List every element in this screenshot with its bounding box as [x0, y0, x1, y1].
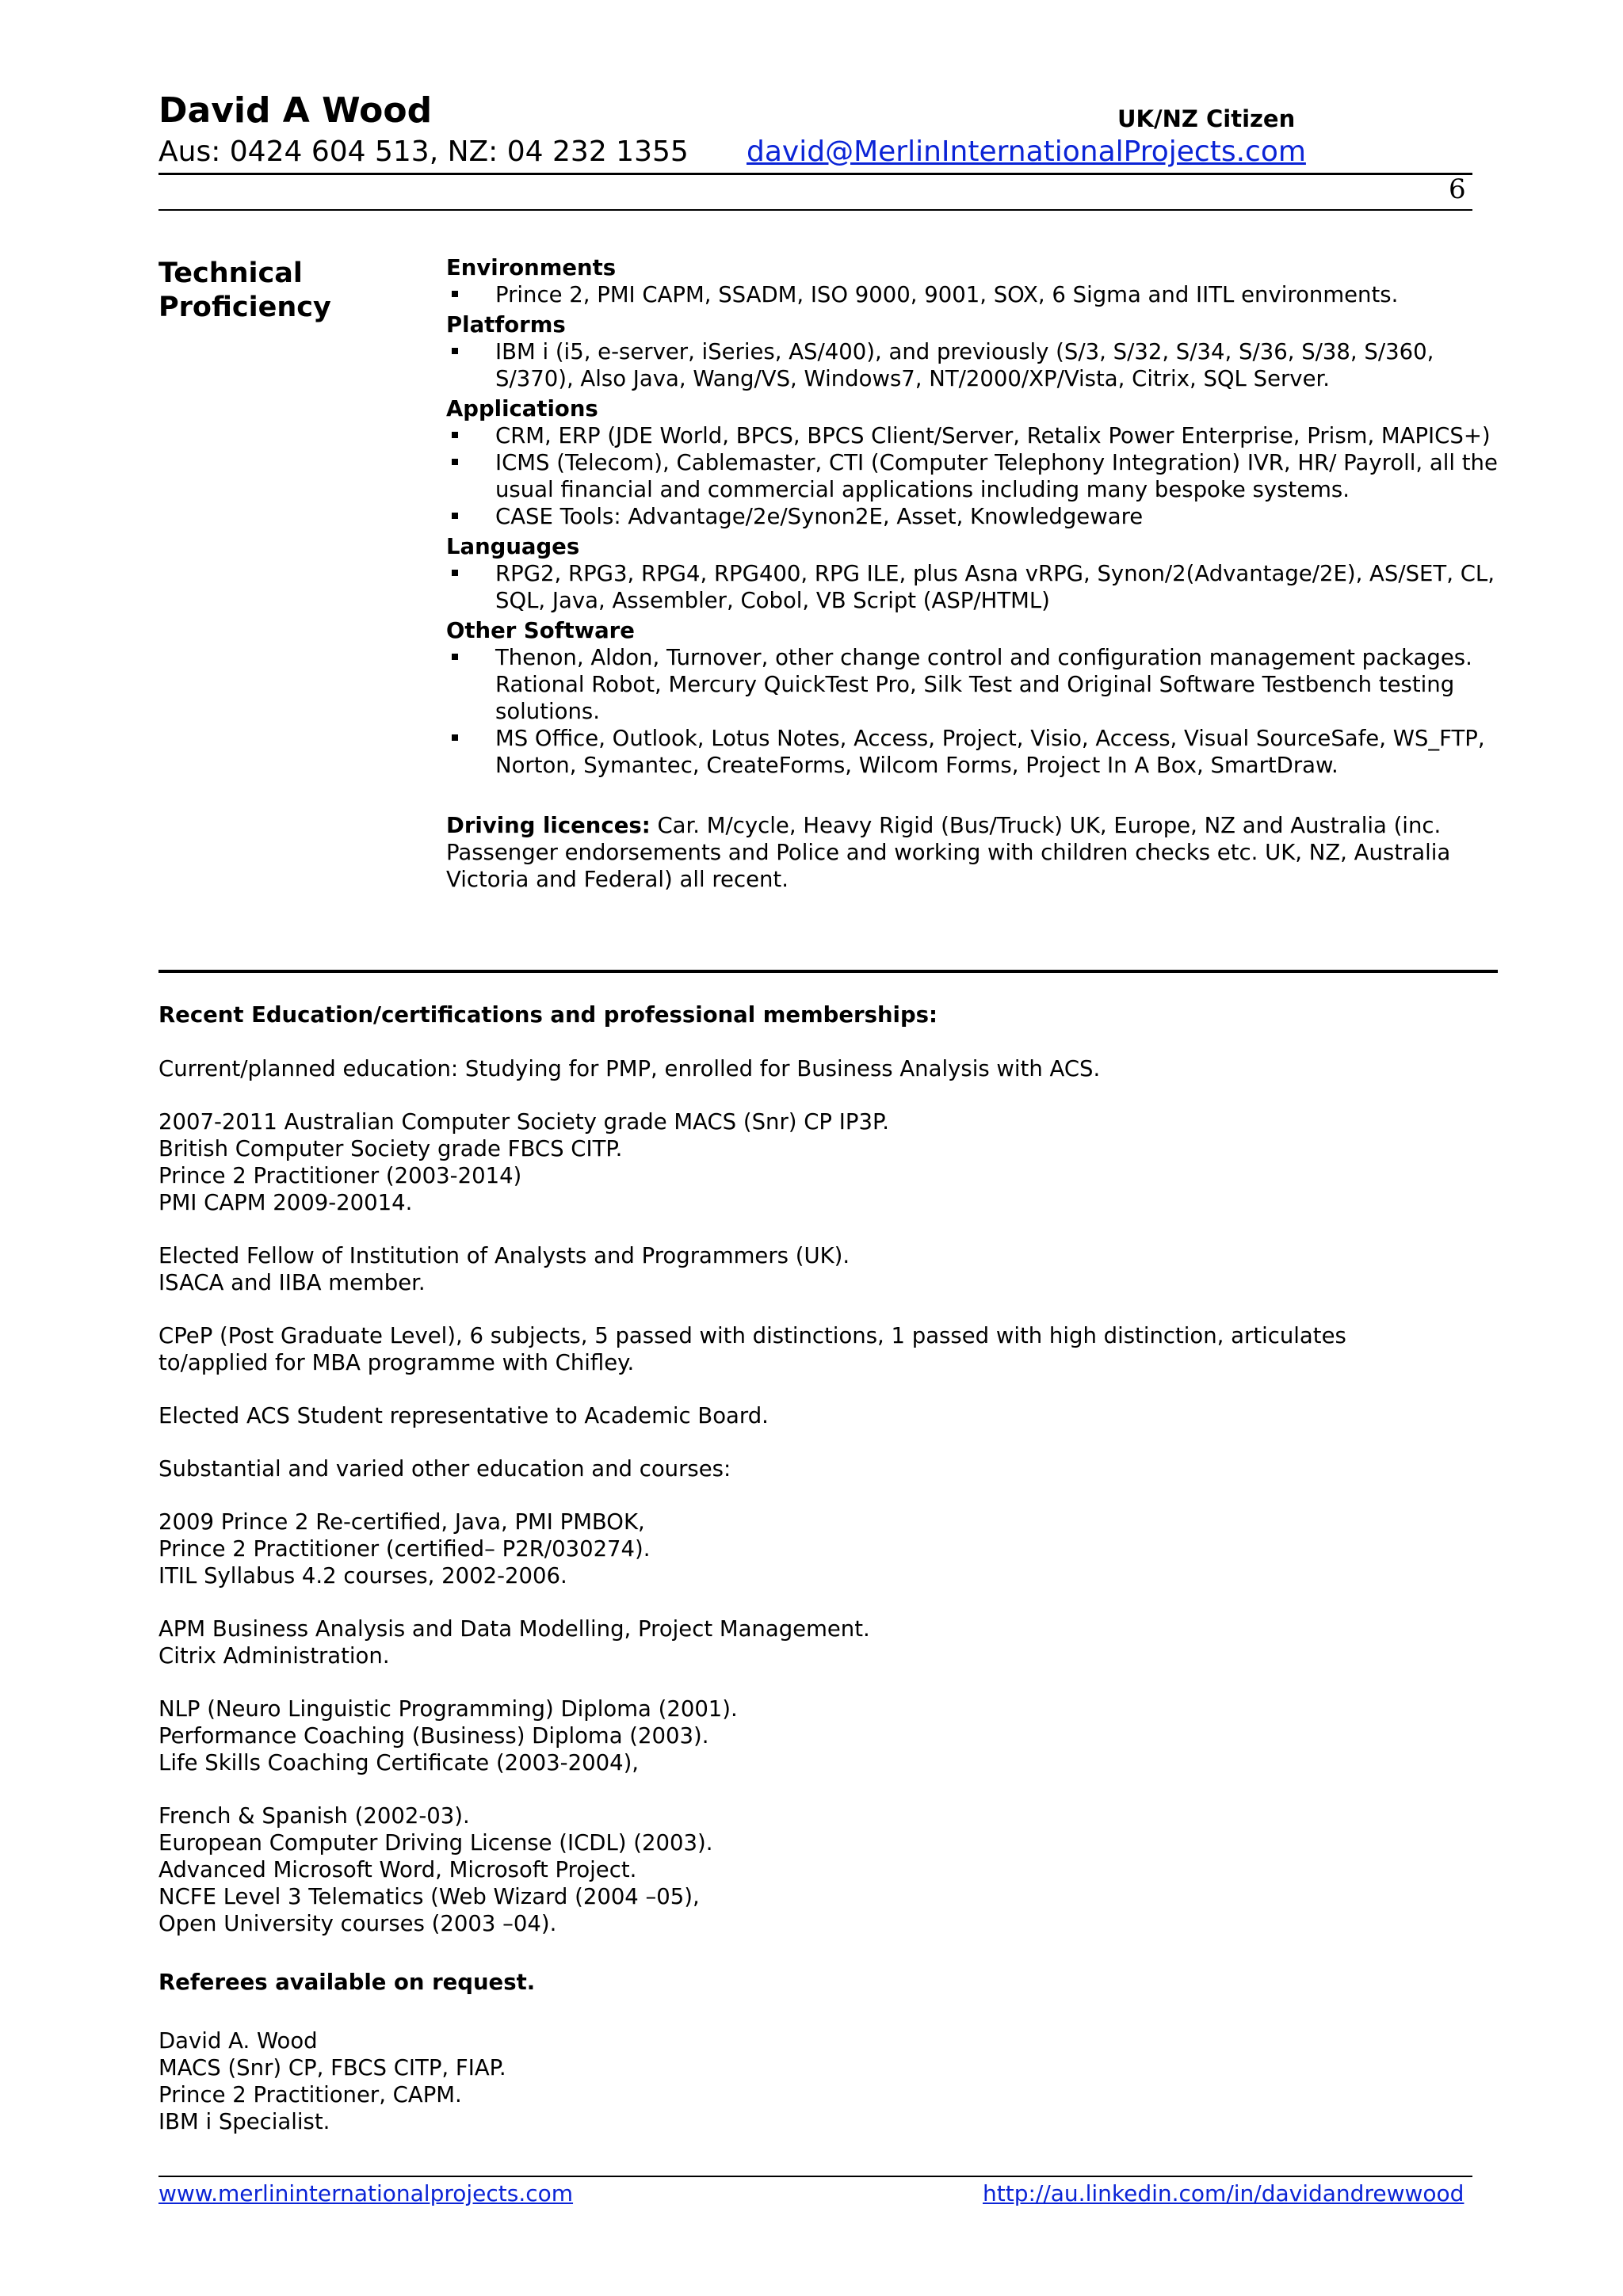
header-divider-lower	[158, 209, 1472, 211]
category-list	[446, 254, 1508, 779]
education-line: NLP (Neuro Linguistic Programming) Diploma (2001).	[158, 1696, 738, 1722]
tech-category-title: Environments	[446, 255, 617, 280]
tech-category-title: Applications	[446, 396, 598, 421]
education-line: Prince 2 Practitioner (2003-2014)	[158, 1163, 522, 1188]
education-line: British Computer Society grade FBCS CITP.	[158, 1136, 623, 1161]
education-line: French & Spanish (2002-03).	[158, 1803, 470, 1829]
candidate-name: David A Wood	[158, 90, 433, 131]
header-divider	[158, 173, 1472, 175]
education-paragraph	[158, 1455, 1506, 1482]
tech-bullet-item: Prince 2, PMI CAPM, SSADM, ISO 9000, 9001, SOX, 6 Sigma and IITL environments.	[446, 281, 1508, 308]
technical-proficiency-heading	[158, 257, 331, 325]
education-line: Prince 2 Practitioner (certified– P2R/030274).	[158, 1536, 651, 1562]
education-line: NCFE Level 3 Telematics (Web Wizard (2004 –05),	[158, 1884, 700, 1909]
tech-bullet-item: IBM i (i5, e-server, iSeries, AS/400), and previously (S/3, S/32, S/34, S/36, S/38, S/360, S/370), Also Java, Wang/VS, Windows7, NT/2000/XP/Vista, Citrix, SQL Server.	[446, 338, 1508, 392]
tech-category-title: Languages	[446, 534, 580, 559]
tech-bullet-item: Thenon, Aldon, Turnover, other change control and configuration management packages. Rational Robot, Mercury QuickTest Pro, Silk Test and Original Software Testbench testing solutions.	[446, 644, 1508, 725]
education-line: CPeP (Post Graduate Level), 6 subjects, 5 passed with distinctions, 1 passed with high distinction, articulates	[158, 1323, 1346, 1348]
tech-bullet-item: CRM, ERP (JDE World, BPCS, BPCS Client/Server, Retalix Power Enterprise, Prism, MAPICS+)	[446, 422, 1508, 449]
heading-line: Proficiency	[158, 292, 331, 323]
driving-text: Car. M/cycle, Heavy Rigid (Bus/Truck) UK, Europe, NZ and Australia (inc. Passenger endorsements and Police and working with children checks etc. UK, NZ, Australia Victoria and Federal) all recent.	[446, 813, 1451, 892]
education-paragraph	[158, 1508, 1506, 1589]
education-line: Citrix Administration.	[158, 1643, 390, 1669]
tech-category	[446, 311, 1508, 392]
education-line: ISACA and IIBA member.	[158, 1270, 426, 1295]
education-line: APM Business Analysis and Data Modelling, Project Management.	[158, 1616, 870, 1642]
phone-numbers: Aus: 0424 604 513, NZ: 04 232 1355	[158, 135, 689, 168]
tech-bullet-list	[446, 422, 1508, 530]
education-line: Elected ACS Student representative to Academic Board.	[158, 1403, 769, 1428]
education-line: European Computer Driving License (ICDL) (2003).	[158, 1830, 713, 1855]
education-paragraph	[158, 1055, 1506, 1082]
email-link[interactable]: david@MerlinInternationalProjects.com	[747, 135, 1306, 168]
heading-line: Technical	[158, 257, 303, 289]
education-line: Elected Fellow of Institution of Analysts and Programmers (UK).	[158, 1243, 850, 1268]
tech-bullet-item: RPG2, RPG3, RPG4, RPG400, RPG ILE, plus Asna vRPG, Synon/2(Advantage/2E), AS/SET, CL, SQL, Java, Assembler, Cobol, VB Script (ASP/HTML)	[446, 560, 1508, 614]
technical-proficiency-section	[446, 254, 1508, 893]
education-title: Recent Education/certifications and professional memberships:	[158, 1002, 938, 1028]
education-line: 2009 Prince 2 Re-certified, Java, PMI PMBOK,	[158, 1509, 645, 1535]
education-paragraph	[158, 1615, 1506, 1669]
signature-line: MACS (Snr) CP, FBCS CITP, FIAP.	[158, 2055, 506, 2081]
website-link[interactable]: www.merlininternationalprojects.com	[158, 2180, 574, 2206]
tech-category-title: Platforms	[446, 312, 566, 338]
tech-category	[446, 395, 1508, 530]
education-line: ITIL Syllabus 4.2 courses, 2002-2006.	[158, 1563, 567, 1589]
education-line: Advanced Microsoft Word, Microsoft Project.	[158, 1857, 637, 1882]
tech-bullet-list	[446, 560, 1508, 614]
tech-bullet-list	[446, 644, 1508, 779]
education-line: Open University courses (2003 –04).	[158, 1911, 557, 1936]
education-paragraph	[158, 1242, 1506, 1296]
education-paragraph	[158, 1108, 1506, 1216]
footer-divider	[158, 2176, 1472, 2177]
education-paragraph	[158, 1402, 1506, 1429]
education-line: 2007-2011 Australian Computer Society grade MACS (Snr) CP IP3P.	[158, 1109, 889, 1135]
tech-bullet-list	[446, 338, 1508, 392]
driving-label: Driving licences:	[446, 813, 651, 838]
education-line: PMI CAPM 2009-20014.	[158, 1190, 413, 1215]
referees-note: Referees available on request.	[158, 1970, 536, 1995]
signature-line: IBM i Specialist.	[158, 2109, 330, 2134]
education-paragraph	[158, 1322, 1506, 1376]
education-line: Performance Coaching (Business) Diploma (2003).	[158, 1723, 709, 1749]
education-paragraph	[158, 1695, 1506, 1776]
signature-line: Prince 2 Practitioner, CAPM.	[158, 2082, 462, 2107]
tech-category	[446, 254, 1508, 308]
education-line: to/applied for MBA programme with Chifley.	[158, 1350, 635, 1375]
education-line: Substantial and varied other education and courses:	[158, 1456, 731, 1482]
tech-bullet-list	[446, 281, 1508, 308]
education-list	[158, 1055, 1506, 1937]
signature-line: David A. Wood	[158, 2028, 318, 2054]
section-divider	[158, 970, 1498, 973]
education-line: Life Skills Coaching Certificate (2003-2004),	[158, 1750, 640, 1775]
tech-category	[446, 533, 1508, 614]
tech-category	[446, 617, 1508, 779]
linkedin-link[interactable]: http://au.linkedin.com/in/davidandrewwood	[983, 2180, 1465, 2206]
tech-category-title: Other Software	[446, 618, 635, 643]
education-paragraph	[158, 1802, 1506, 1937]
page-number: 6	[1449, 174, 1466, 205]
tech-bullet-item: MS Office, Outlook, Lotus Notes, Access, Project, Visio, Access, Visual SourceSafe, WS_FTP, Norton, Symantec, CreateForms, Wilcom Forms, Project In A Box, SmartDraw.	[446, 725, 1508, 779]
education-line: Current/planned education: Studying for PMP, enrolled for Business Analysis with ACS.	[158, 1056, 1101, 1081]
education-section	[158, 1001, 1506, 2135]
citizenship: UK/NZ Citizen	[1117, 105, 1296, 132]
signature-block	[158, 2027, 1506, 2135]
tech-bullet-item: CASE Tools: Advantage/2e/Synon2E, Asset, Knowledgeware	[446, 503, 1508, 530]
driving-licences	[446, 812, 1508, 893]
tech-bullet-item: ICMS (Telecom), Cablemaster, CTI (Computer Telephony Integration) IVR, HR/ Payroll, all the usual financial and commercial applications including many bespoke systems.	[446, 449, 1508, 503]
